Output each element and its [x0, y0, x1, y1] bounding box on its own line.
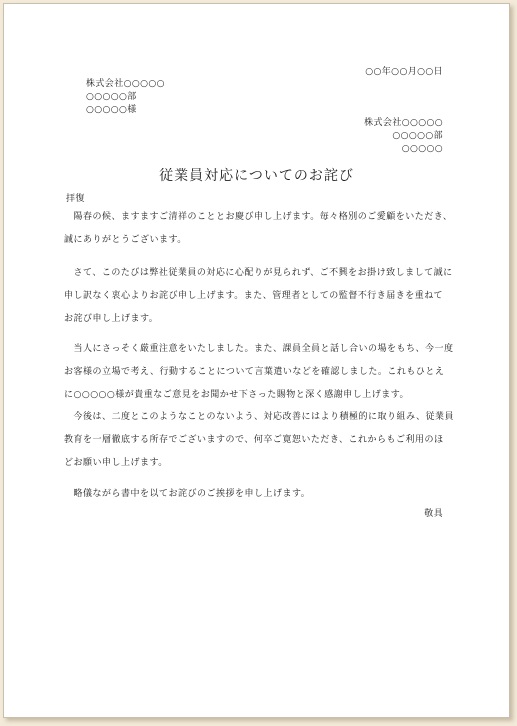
paragraph-greeting	[64, 206, 453, 252]
paragraph-line: どお願い申し上げます。	[64, 458, 168, 468]
paragraph-line: 今後は、二度とこのようなことのないよう、対応改善にはより積極的に取り組み、従業員	[64, 412, 455, 422]
sender-person: ○○○○○	[401, 144, 443, 154]
paragraph-line: 申し訳なく衷心よりお詫び申し上げます。また、管理者としての監督不行き届きを重ねて	[64, 291, 444, 301]
paragraph-closing	[64, 483, 446, 506]
recipient-company: 株式会社○○○○○	[86, 79, 165, 89]
paragraph-line: お客様の立場で考え、行動することについて言葉遣いなどを確認しました。これもひとえ	[64, 367, 445, 377]
sender-company: 株式会社○○○○○	[364, 118, 443, 128]
letter-page	[3, 3, 510, 718]
paragraph-line: 教育を一層徹底する所存でございますので、何卒ご寛恕いただき、これからもご利用のほ	[64, 435, 444, 445]
recipient-department: ○○○○○部	[86, 92, 137, 102]
letter-date: ○○年○○月○○日	[365, 67, 443, 77]
paragraph-line: に○○○○○様が貴重なご意見をお聞かせ下さった賜物と深く感謝申し上げます。	[64, 390, 410, 400]
paragraph-future	[64, 406, 455, 475]
paragraph-line: 陽春の候、ますますご清祥のこととお慶び申し上げます。毎々格別のご愛顧をいただき、	[64, 212, 453, 222]
paragraph-apology	[64, 262, 453, 331]
letter-title: 従業員対応についてのお詫び	[159, 168, 354, 184]
recipient-person: ○○○○○様	[86, 105, 137, 115]
paragraph-measures	[64, 338, 454, 407]
opening-word: 拝復	[66, 194, 85, 204]
paragraph-line: お詫び申し上げます。	[64, 314, 159, 324]
paragraph-line: 略儀ながら書中を以てお詫びのご挨拶を申し上げます。	[64, 489, 311, 499]
paragraph-line: さて、このたびは弊社従業員の対応に心配りが見られず、ご不興をお掛け致しまして誠に	[64, 268, 453, 278]
sender-department: ○○○○○部	[392, 131, 443, 141]
paragraph-line: 誠にありがとうございます。	[64, 235, 187, 245]
paragraph-line: 当人にさっそく厳重注意をいたしました。また、課員全員と話し合いの場をもち、今一度	[64, 344, 454, 354]
closing-word: 敬具	[424, 509, 443, 519]
